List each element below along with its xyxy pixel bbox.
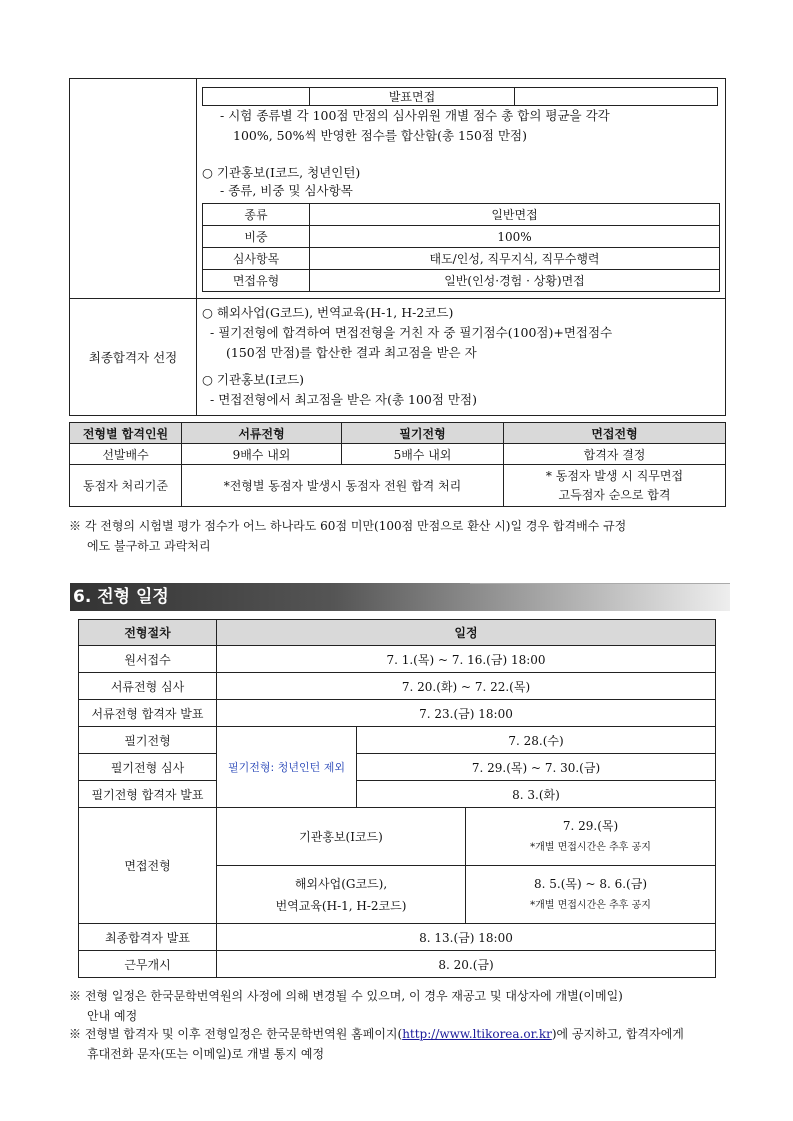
final-item-4: ○ 기관홍보(I코드) xyxy=(202,372,305,387)
criteria-label: 면접유형 xyxy=(203,270,310,292)
step-label: 면접전형 xyxy=(79,808,217,924)
table-row xyxy=(79,754,716,781)
header-cell: 필기전형 xyxy=(342,423,504,444)
criteria-value: 100% xyxy=(310,226,720,248)
step-label: 서류전형 합격자 발표 xyxy=(79,700,217,727)
step-date: 7. 28.(수) xyxy=(357,727,716,754)
written-exclusion-note: 필기전형: 청년인턴 제외 xyxy=(217,727,357,808)
interview-group xyxy=(217,866,466,924)
presentation-row xyxy=(202,87,718,106)
step-date: 7. 23.(금) 18:00 xyxy=(217,700,716,727)
step-date: 8. 13.(금) 18:00 xyxy=(217,924,716,951)
criteria-value: 일반면접 xyxy=(310,204,720,226)
pr-title: ○ 기관홍보(I코드, 청년인턴) xyxy=(202,165,361,180)
step-date: 8. 5.(목) ~ 8. 6.(금) xyxy=(533,876,648,891)
section-header xyxy=(70,583,730,611)
criteria-value: 일반(인성·경험 · 상황)면접 xyxy=(310,270,720,292)
interview-date-cell xyxy=(466,866,716,924)
table-row xyxy=(79,646,716,673)
table-row xyxy=(203,226,720,248)
header-cell: 서류전형 xyxy=(182,423,342,444)
pr-criteria-table xyxy=(202,203,720,292)
homepage-link[interactable]: http://www.ltikorea.or.kr xyxy=(402,1027,552,1041)
interview-time-note: *개별 면접시간은 추후 공지 xyxy=(530,841,651,853)
header-cell: 면접전형 xyxy=(504,423,726,444)
pr-subtitle: - 종류, 비중 및 심사항목 xyxy=(220,183,353,198)
final-selection-label: 최종합격자 선정 xyxy=(88,350,178,365)
pass-count-table xyxy=(69,422,726,507)
website-note-text: ※ 전형별 합격자 및 이후 전형일정은 한국문학번역원 홈페이지( xyxy=(69,1027,403,1041)
interview-date-cell xyxy=(466,808,716,866)
step-label: 근무개시 xyxy=(79,951,217,978)
table-row xyxy=(203,248,720,270)
interview-group: 기관홍보(I코드) xyxy=(217,808,466,866)
cell-line: 번역교육(H-1, H-2코드) xyxy=(275,898,407,913)
final-item-3: (150점 만점)를 합산한 결과 최고점을 받은 자 xyxy=(226,345,477,360)
table-row xyxy=(79,700,716,727)
row-label: 동점자 처리기준 xyxy=(70,465,182,507)
step-date: 8. 20.(금) xyxy=(217,951,716,978)
final-item-5: - 면접전형에서 최고점을 받은 자(총 100점 만점) xyxy=(210,392,477,407)
cell-line: 해외사업(G코드), xyxy=(294,876,388,891)
interview-time-note: *개별 면접시간은 추후 공지 xyxy=(530,899,651,911)
cell-line: 고득점자 순으로 합격 xyxy=(558,487,671,502)
table-row xyxy=(79,951,716,978)
step-label: 최종합격자 발표 xyxy=(79,924,217,951)
criteria-label: 비중 xyxy=(203,226,310,248)
step-label: 원서접수 xyxy=(79,646,217,673)
schedule-change-note-1: ※ 전형 일정은 한국문학번역원의 사정에 의해 변경될 수 있으며, 이 경우 재공고 및 대상자에 개별(이메일) xyxy=(69,989,623,1003)
table-row xyxy=(70,423,726,444)
schedule-table xyxy=(78,619,716,978)
table-cell: *전형별 동점자 발생시 동점자 전원 합격 처리 xyxy=(182,465,504,507)
step-label: 필기전형 심사 xyxy=(79,754,217,781)
table-row xyxy=(70,444,726,465)
table-row xyxy=(79,620,716,646)
step-label: 필기전형 xyxy=(79,727,217,754)
cell-line: * 동점자 발생 시 직무면접 xyxy=(545,468,684,483)
criteria-label: 심사항목 xyxy=(203,248,310,270)
schedule-change-note-2: 안내 예정 xyxy=(87,1009,138,1023)
criteria-value: 태도/인성, 직무지식, 직무수행력 xyxy=(310,248,720,270)
final-item-2: - 필기전형에 합격하여 면접전형을 거친 자 중 필기점수(100점)+면접점수 xyxy=(210,325,613,340)
header-cell: 전형별 합격인원 xyxy=(70,423,182,444)
final-item-1: ○ 해외사업(G코드), 번역교육(H-1, H-2코드) xyxy=(202,305,454,320)
table-row xyxy=(79,781,716,808)
average-note-2: 100%, 50%씩 반영한 점수를 합산함(총 150점 만점) xyxy=(233,128,527,143)
header-cell: 일정 xyxy=(217,620,716,646)
table-row xyxy=(203,270,720,292)
step-label: 필기전형 합격자 발표 xyxy=(79,781,217,808)
website-note xyxy=(69,1024,684,1044)
table-cell: 합격자 결정 xyxy=(504,444,726,465)
step-label: 서류전형 심사 xyxy=(79,673,217,700)
table-row xyxy=(79,727,716,754)
cutoff-note-2: 에도 불구하고 과락처리 xyxy=(87,539,211,553)
table-row xyxy=(79,808,716,866)
average-note-1: - 시험 종류별 각 100점 만점의 심사위원 개별 점수 총 합의 평균을 각각 xyxy=(220,108,610,123)
presentation-interview-label: 발표면접 xyxy=(310,88,515,106)
table-cell: 5배수 내외 xyxy=(342,444,504,465)
header-cell: 전형절차 xyxy=(79,620,217,646)
step-date: 7. 29.(목) ~ 7. 30.(금) xyxy=(357,754,716,781)
table-row xyxy=(79,673,716,700)
cutoff-note-1: ※ 각 전형의 시험별 평가 점수가 어느 하나라도 60점 미만(100점 만점으로 환산 시)일 경우 합격배수 규정 xyxy=(69,519,627,533)
section-title: 6. 전형 일정 xyxy=(73,587,169,607)
evaluation-table xyxy=(69,78,726,416)
table-cell: 9배수 내외 xyxy=(182,444,342,465)
table-row xyxy=(70,465,726,507)
step-date: 8. 3.(화) xyxy=(357,781,716,808)
step-date: 7. 1.(목) ~ 7. 16.(금) 18:00 xyxy=(217,646,716,673)
row-label: 선발배수 xyxy=(70,444,182,465)
table-cell xyxy=(504,465,726,507)
step-date: 7. 29.(목) xyxy=(562,818,619,833)
criteria-label: 종류 xyxy=(203,204,310,226)
table-row xyxy=(79,924,716,951)
website-note-2: 휴대전화 문자(또는 이메일)로 개별 통지 예정 xyxy=(87,1047,325,1061)
step-date: 7. 20.(화) ~ 7. 22.(목) xyxy=(217,673,716,700)
table-row xyxy=(203,204,720,226)
website-note-text: )에 공지하고, 합격자에게 xyxy=(551,1027,684,1041)
